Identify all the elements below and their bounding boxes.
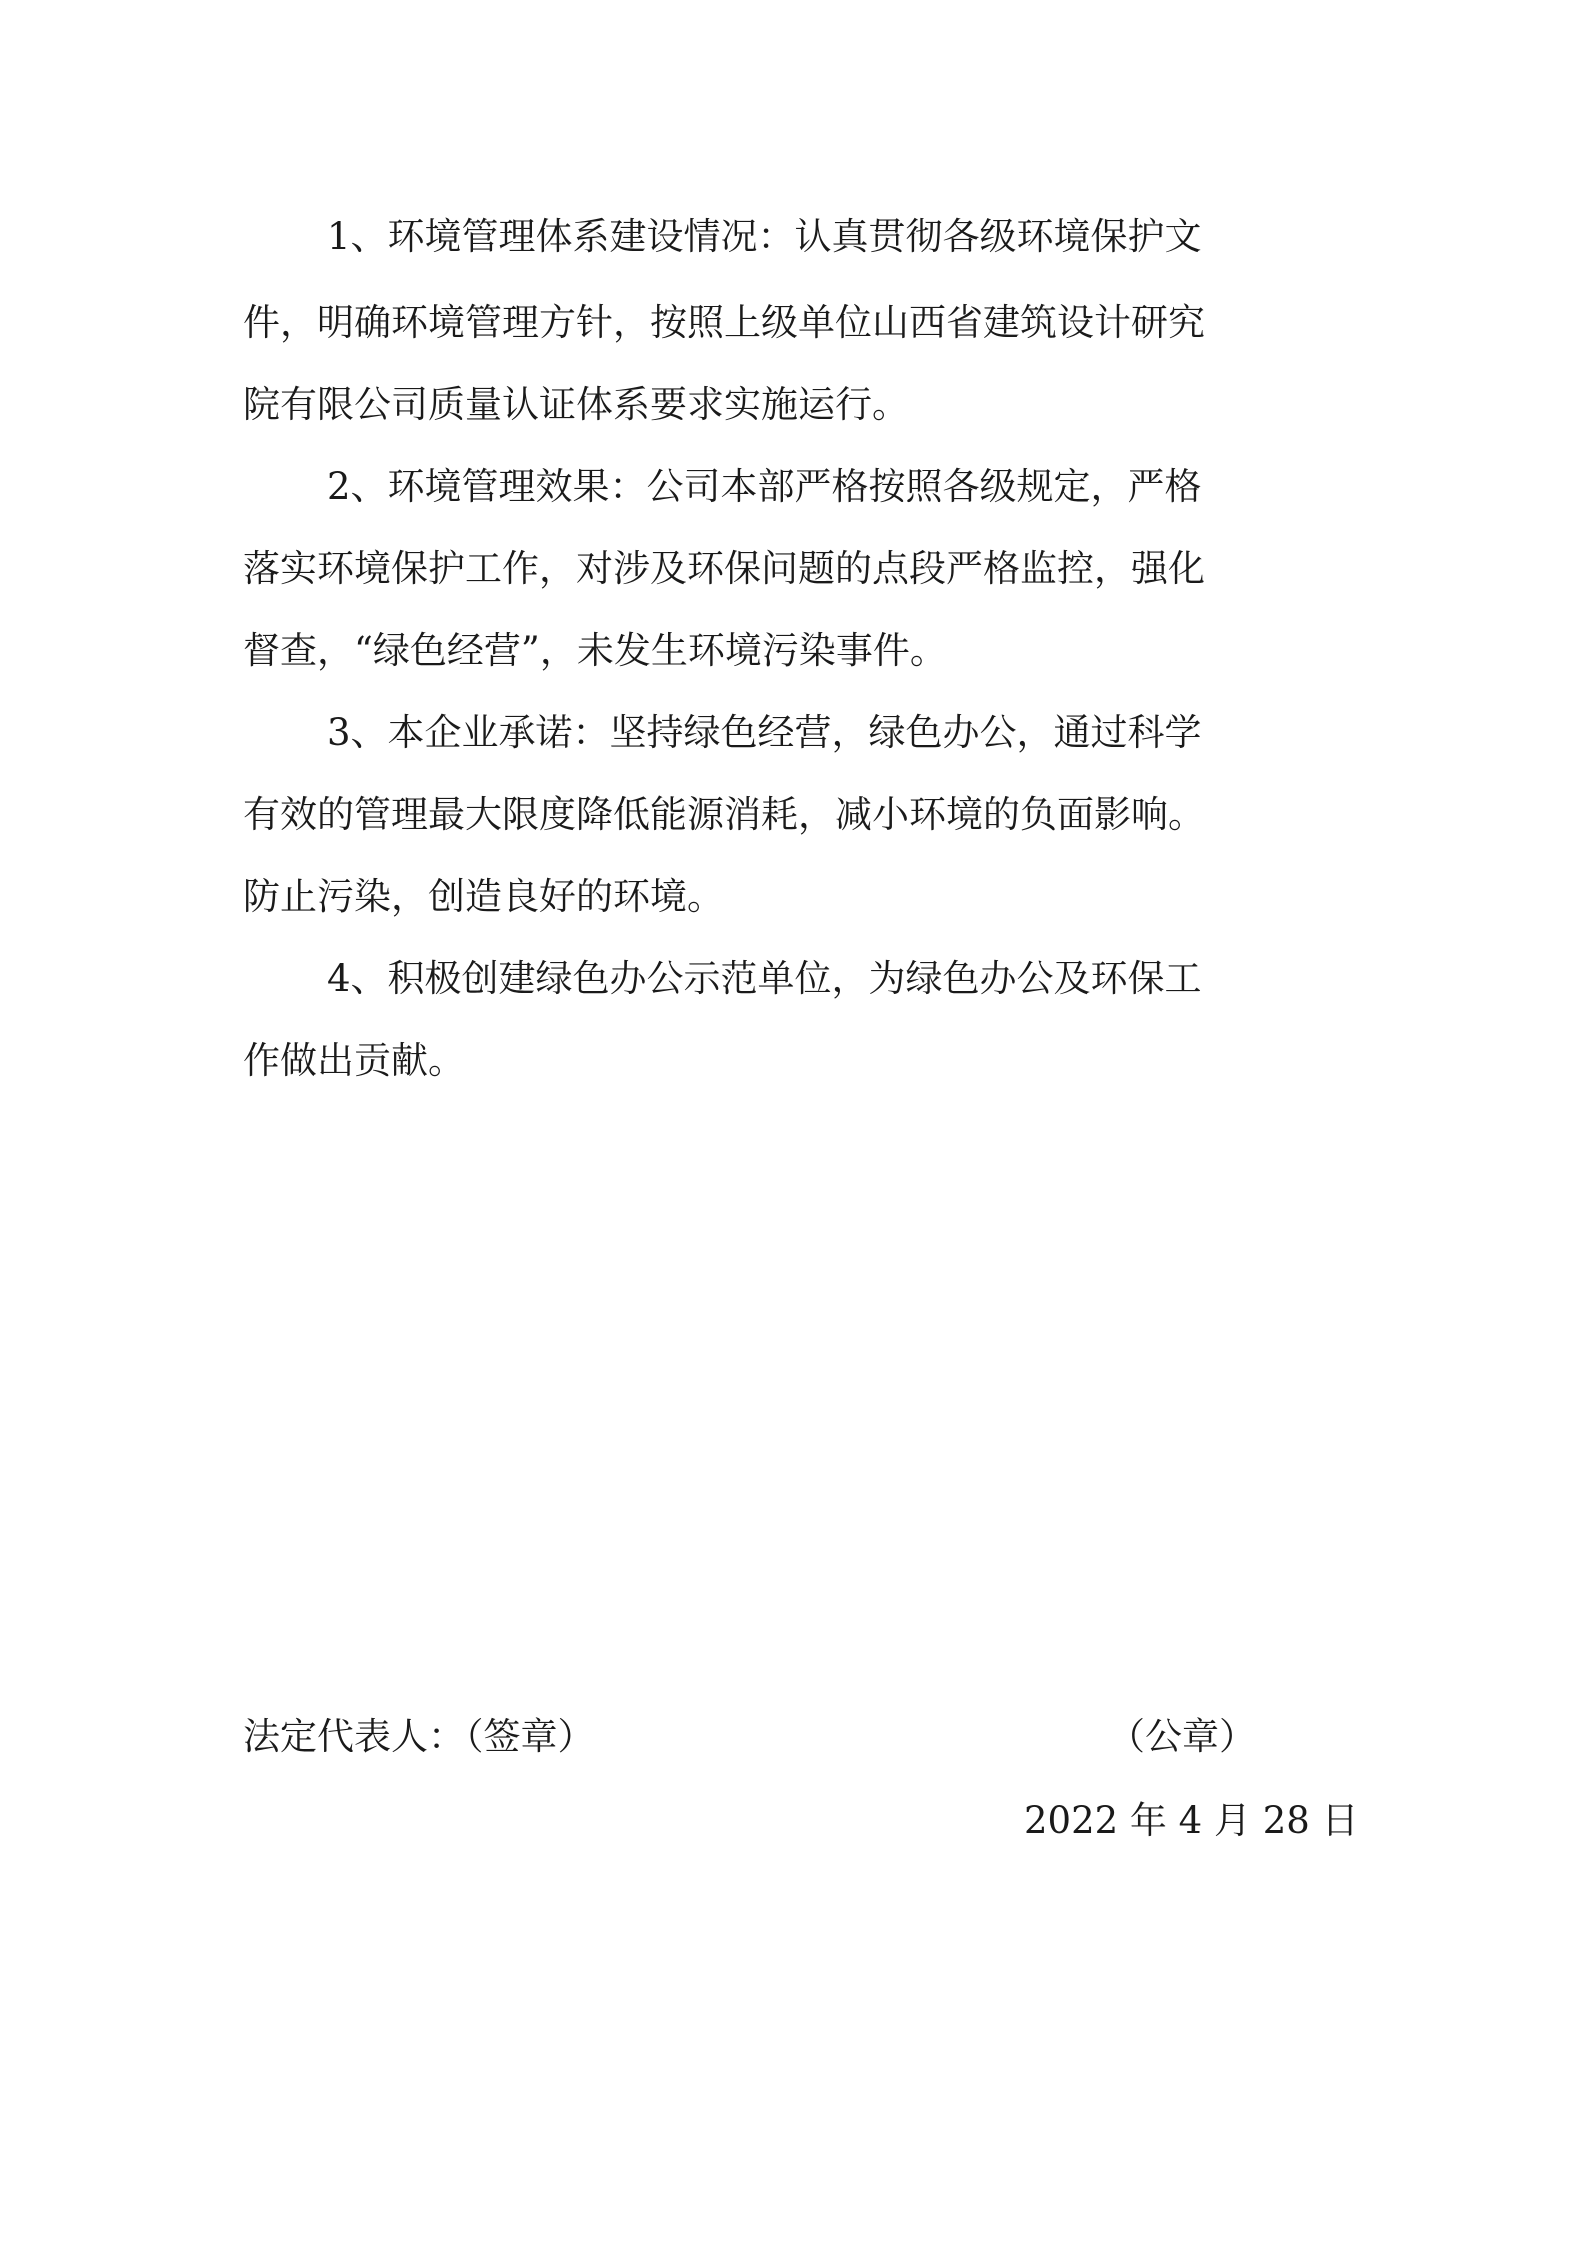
paragraph-1-line-2: 件，明确环境管理方针，按照上级单位山西省建筑设计研究	[243, 301, 1205, 344]
legal-representative-signature-label: 法定代表人：（签章）	[243, 1715, 595, 1758]
paragraph-3-line-2: 有效的管理最大限度降低能源消耗，减小环境的负面影响。	[243, 793, 1205, 836]
company-seal-label: （公章）	[1108, 1715, 1256, 1758]
paragraph-1-line-3: 院有限公司质量认证体系要求实施运行。	[243, 383, 909, 426]
signing-date: 2022 年 4 月 28 日	[1024, 1799, 1359, 1842]
paragraph-4-line-1: 4、积极创建绿色办公示范单位，为绿色办公及环保工	[327, 957, 1202, 1000]
paragraph-2-line-3: 督查，“绿色经营”，未发生环境污染事件。	[243, 629, 947, 672]
paragraph-3-line-3: 防止污染，创造良好的环境。	[243, 875, 724, 918]
paragraph-2-line-2: 落实环境保护工作，对涉及环保问题的点段严格监控，强化	[243, 547, 1205, 590]
paragraph-1-line-1: 1、环境管理体系建设情况：认真贯彻各级环境保护文	[327, 215, 1202, 258]
paragraph-4-line-2: 作做出贡献。	[243, 1039, 465, 1082]
paragraph-2-line-1: 2、环境管理效果：公司本部严格按照各级规定，严格	[327, 465, 1202, 508]
paragraph-3-line-1: 3、本企业承诺：坚持绿色经营，绿色办公，通过科学	[327, 711, 1202, 754]
